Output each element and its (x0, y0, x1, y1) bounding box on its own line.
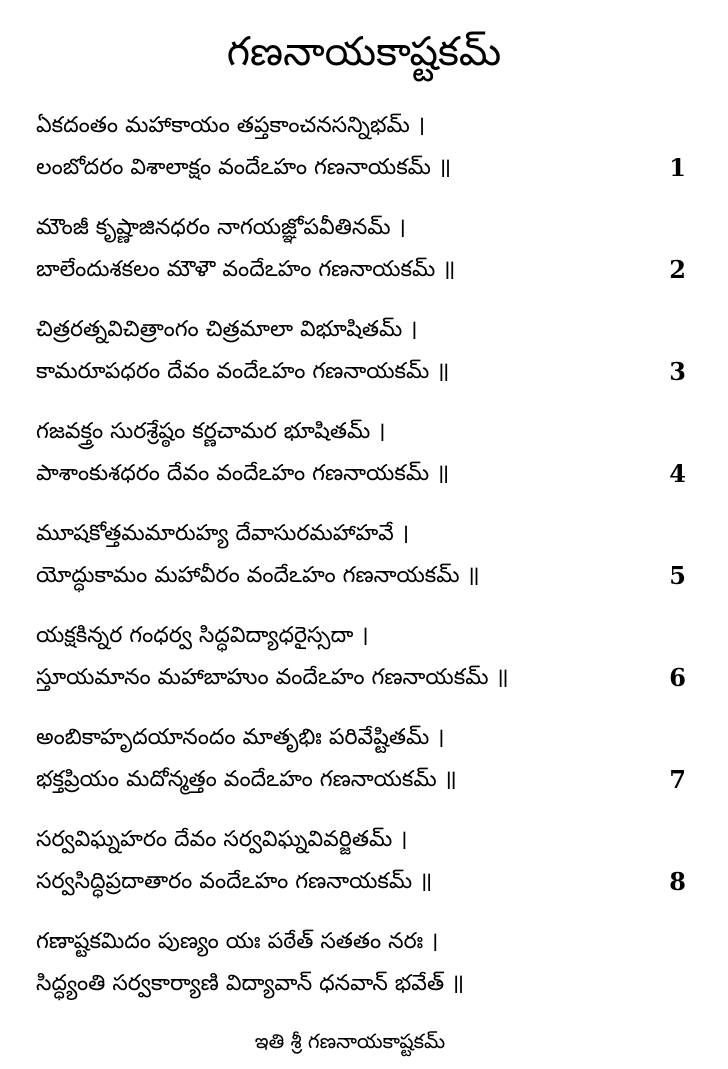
verse-line-2: పాశాంకుశధరం దేవం వందేఽహం గణనాయకమ్ ॥ (36, 461, 450, 486)
verse-phalashruti (36, 918, 686, 1020)
closing-line: ఇతి శ్రీ గణనాయకాష్టకమ్ (254, 1029, 446, 1053)
verse-line-2: యోద్ధుకామం మహావీరం వందేఽహం గణనాయకమ్ ॥ (36, 563, 480, 588)
verse-number: 5 (669, 561, 686, 590)
verse-line-1: యక్షకిన్నర గంధర్వ సిద్ధవిద్యాధరైస్సదా । (36, 623, 369, 648)
verse-number: 4 (669, 459, 686, 488)
verse-4 (36, 408, 686, 510)
verse-line-1: సర్వవిఘ్నహరం దేవం సర్వవిఘ్నవివర్జితమ్ । (36, 827, 408, 852)
page-title: గణనాయకాష్టకమ్ (226, 29, 502, 75)
verse-number: 1 (669, 153, 686, 182)
verse-line-1: అంబికాహృదయానందం మాతృభిః పరివేష్టితమ్ । (36, 725, 445, 750)
verse-line-2: భక్తప్రియం మదోన్మత్తం వందేఽహం గణనాయకమ్ ॥ (36, 767, 457, 792)
verse-number: 6 (669, 663, 686, 692)
verse-line-2: సర్వసిద్ధిప్రదాతారం వందేఽహం గణనాయకమ్ ॥ (36, 869, 433, 894)
verse-3 (36, 306, 686, 408)
verse-line-1: ఏకదంతం మహాకాయం తప్తకాంచనసన్నిభమ్ । (36, 113, 426, 138)
verse-6 (36, 612, 686, 714)
verse-list (36, 102, 686, 1020)
verse-number: 3 (669, 357, 686, 386)
verse-line-1: గణాష్టకమిదం పుణ్యం యః పఠేత్ సతతం నరః । (36, 929, 439, 954)
verse-line-1: మౌంజీ కృష్ణాజినధరం నాగయజ్ఞోపవీతినమ్ । (36, 215, 406, 240)
verse-7 (36, 714, 686, 816)
verse-1 (36, 102, 686, 204)
verse-line-1: గజవక్త్రం సురశ్రేష్ఠం కర్ణచామర భూషితమ్ । (36, 419, 386, 444)
verse-line-2: స్తూయమానం మహాబాహుం వందేఽహం గణనాయకమ్ ॥ (36, 665, 509, 690)
verse-number: 7 (669, 765, 686, 794)
verse-line-1: చిత్రరత్నవిచిత్రాంగం చిత్రమాలా విభూషితమ్ । (36, 317, 418, 342)
verse-number: 2 (669, 255, 686, 284)
verse-line-2: బాలేందుశకలం మౌళౌ వందేఽహం గణనాయకమ్ ॥ (36, 257, 456, 282)
verse-8 (36, 816, 686, 918)
verse-line-2: లంబోదరం విశాలాక్షం వందేఽహం గణనాయకమ్ ॥ (36, 155, 452, 180)
verse-5 (36, 510, 686, 612)
verse-line-2: కామరూపధరం దేవం వందేఽహం గణనాయకమ్ ॥ (36, 359, 450, 384)
verse-2 (36, 204, 686, 306)
verse-line-2: సిద్ధ్యంతి సర్వకార్యాణి విద్యావాన్ ధనవాన్ భవేత్ ॥ (36, 971, 465, 996)
verse-line-1: మూషకోత్తమమారుహ్య దేవాసురమహాహవే । (36, 521, 410, 546)
verse-number: 8 (669, 867, 686, 896)
